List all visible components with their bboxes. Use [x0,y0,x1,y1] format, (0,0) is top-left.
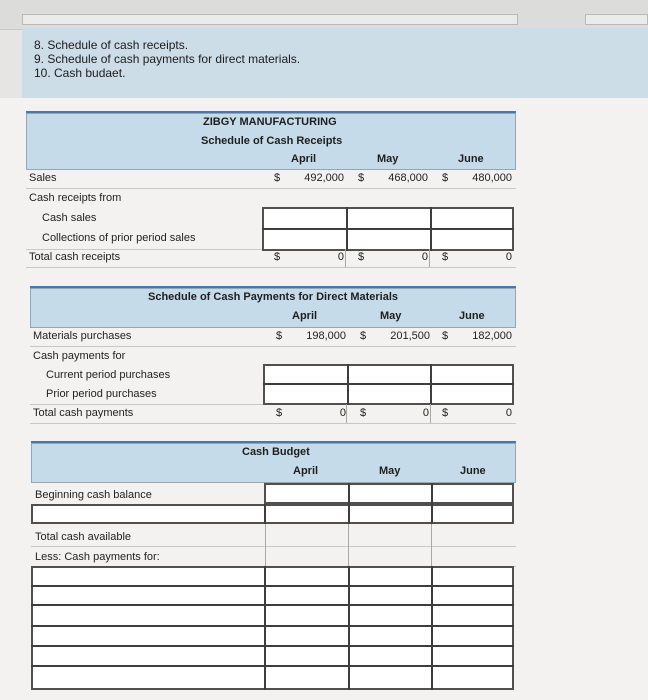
cash-sales-label: Cash sales [42,212,97,224]
beginning-cash-balance-label: Beginning cash balance [35,489,152,501]
question-8: 8. Schedule of cash receipts. [34,38,189,52]
budget-col-may: May [379,465,401,477]
prior-period-april-input[interactable] [265,385,347,403]
receipts-col-april: April [291,153,317,165]
collections-label: Collections of prior period sales [42,232,196,244]
sales-april: 492,000 [304,172,344,184]
total-cash-payments-label: Total cash payments [33,407,134,419]
collections-june-input[interactable] [432,230,512,249]
total-receipts-june: 0 [505,251,512,263]
current-period-april-input[interactable] [265,366,347,383]
collections-april-input[interactable] [264,230,346,249]
instructions-panel [22,28,648,98]
cash-sales-june-input[interactable] [432,209,512,228]
purchases-june: 182,000 [472,330,512,342]
prior-period-june-input[interactable] [432,385,512,403]
prior-period-label: Prior period purchases [46,388,157,400]
sales-june: 480,000 [472,172,512,184]
company-name: ZIBGY MANUFACTURING [203,116,337,128]
cash-payments-for-label: Cash payments for [33,350,126,362]
beginning-balance-may-input[interactable] [350,485,431,502]
current-period-label: Current period purchases [46,369,171,381]
payment-row-input[interactable] [33,647,264,665]
dollar-sign: $ [274,172,281,184]
budget-may-input[interactable] [350,506,431,522]
budget-june-input[interactable] [433,506,512,522]
payment-row-input[interactable] [33,568,264,585]
beginning-balance-june-input[interactable] [433,485,512,502]
prior-period-may-input[interactable] [349,385,430,403]
payment-row-input[interactable] [33,667,264,688]
cash-sales-april-input[interactable] [264,209,346,228]
budget-april-input[interactable] [266,506,348,522]
materials-purchases-label: Materials purchases [33,330,132,342]
total-payments-april: 0 [339,407,346,419]
dollar-sign: $ [360,330,367,342]
total-payments-may: 0 [422,407,429,419]
dollar-sign: $ [358,172,365,184]
budget-col-april: April [293,465,319,477]
receipts-col-june: June [458,153,484,165]
current-period-may-input[interactable] [349,366,430,383]
budget-label-input[interactable] [33,506,264,522]
collections-may-input[interactable] [348,230,430,249]
less-cash-payments-label: Less: Cash payments for: [35,551,160,563]
budget-col-june: June [460,465,486,477]
dollar-sign: $ [442,251,449,263]
total-cash-receipts-label: Total cash receipts [29,251,121,263]
sales-may: 468,000 [388,172,428,184]
cash-sales-may-input[interactable] [348,209,430,228]
total-cash-available-label: Total cash available [35,531,132,543]
sales-label: Sales [29,172,57,184]
payments-title: Schedule of Cash Payments for Direct Materials [148,291,399,303]
payment-row-input[interactable] [33,606,264,625]
payment-row-input[interactable] [33,627,264,645]
purchases-april: 198,000 [306,330,346,342]
receipts-col-may: May [377,153,399,165]
receipts-title: Schedule of Cash Receipts [201,135,343,147]
dollar-sign: $ [442,172,449,184]
toolbar-strip-right [585,14,648,25]
cash-receipts-from-label: Cash receipts from [29,192,122,204]
payment-row-input[interactable] [33,587,264,604]
dollar-sign: $ [358,251,365,263]
dollar-sign: $ [274,251,281,263]
budget-title: Cash Budget [242,446,310,458]
payments-col-june: June [459,310,485,322]
dollar-sign: $ [276,330,283,342]
dollar-sign: $ [442,407,449,419]
dollar-sign: $ [360,407,367,419]
dollar-sign: $ [442,330,449,342]
payments-col-may: May [380,310,402,322]
total-receipts-april: 0 [337,251,344,263]
beginning-balance-april-input[interactable] [266,485,348,502]
total-payments-june: 0 [505,407,512,419]
question-9: 9. Schedule of cash payments for direct materials. [34,52,301,66]
purchases-may: 201,500 [390,330,430,342]
current-period-june-input[interactable] [432,366,512,383]
payments-col-april: April [292,310,318,322]
question-10: 10. Cash budaet. [34,66,126,80]
toolbar-strip [22,14,518,25]
browser-top-bar [0,0,648,30]
total-receipts-may: 0 [421,251,428,263]
dollar-sign: $ [276,407,283,419]
